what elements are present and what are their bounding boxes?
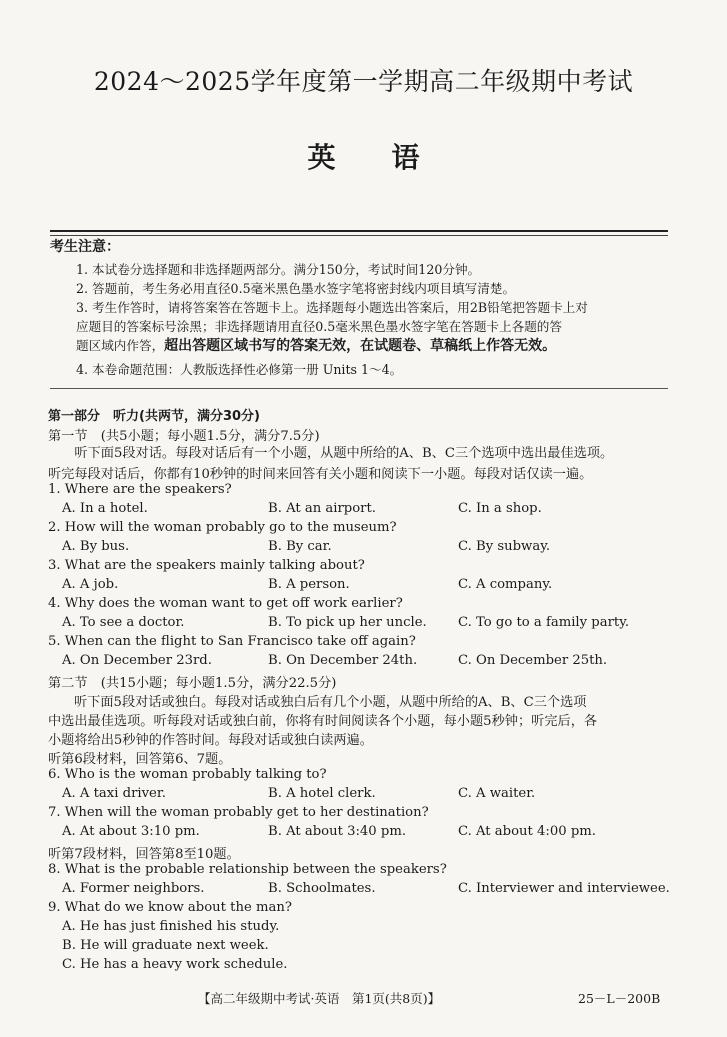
notice-item-1: 1. 本试卷分选择题和非选择题两部分。满分150分，考试时间120分钟。 — [76, 262, 481, 277]
q7-option-a[interactable]: A. At about 3:10 pm. — [62, 824, 200, 839]
q4-option-c[interactable]: C. To go to a family party. — [458, 615, 630, 630]
notice-item-3-line3 — [76, 336, 676, 356]
notice-item-2: 2. 答题前，考生务必用直径0.5毫米黑色墨水签字笔将密封线内项目填写清楚。 — [76, 281, 516, 296]
q8-option-b[interactable]: B. Schoolmates. — [268, 881, 376, 896]
q4-option-b[interactable]: B. To pick up her uncle. — [268, 615, 427, 630]
q8-option-c[interactable]: C. Interviewer and interviewee. — [458, 881, 670, 896]
question-1: 1. Where are the speakers? — [48, 482, 232, 497]
notice-warning-bold: 超出答题区域书写的答案无效，在试题卷、草稿纸上作答无效。 — [164, 338, 557, 354]
q6-option-a[interactable]: A. A taxi driver. — [62, 786, 166, 801]
section1-instruction — [48, 444, 668, 463]
q7-option-c[interactable]: C. At about 4:00 pm. — [458, 824, 596, 839]
question-3: 3. What are the speakers mainly talking about? — [48, 558, 365, 573]
question-2: 2. How will the woman probably go to the museum? — [48, 520, 397, 535]
notice-item-4: 4. 本卷命题范围：人教版选择性必修第一册 Units 1～4。 — [76, 362, 403, 377]
page-footer: 【高二年级期中考试·英语 第1页(共8页)】 — [198, 991, 441, 1006]
material-7-instruction: 听第7段材料，回答第8至10题。 — [48, 847, 240, 862]
q2-option-a[interactable]: A. By bus. — [62, 539, 130, 554]
q9-option-b[interactable]: B. He will graduate next week. — [62, 938, 269, 953]
section2-heading: 第二节 (共15小题；每小题1.5分，满分22.5分) — [48, 676, 337, 691]
q5-option-a[interactable]: A. On December 23rd. — [62, 653, 212, 668]
q1-option-c[interactable]: C. In a shop. — [458, 501, 542, 516]
notice-heading: 考生注意： — [50, 239, 120, 255]
question-7: 7. When will the woman probably get to her destination? — [48, 805, 429, 820]
question-9: 9. What do we know about the man? — [48, 900, 292, 915]
q3-option-a[interactable]: A. A job. — [62, 577, 119, 592]
q1-option-a[interactable]: A. In a hotel. — [62, 501, 148, 516]
q5-option-b[interactable]: B. On December 24th. — [268, 653, 418, 668]
notice-item-3-plain: 题区域内作答， — [76, 338, 165, 353]
divider-thick — [50, 230, 668, 232]
q2-option-c[interactable]: C. By subway. — [458, 539, 551, 554]
material-6-instruction: 听第6段材料，回答第6、7题。 — [48, 752, 232, 767]
q3-option-b[interactable]: B. A person. — [268, 577, 350, 592]
section2-instruction-line3: 小题将给出5秒钟的作答时间。每段对话或独白读两遍。 — [48, 733, 373, 748]
question-4: 4. Why does the woman want to get off work earlier? — [48, 596, 403, 611]
q3-option-c[interactable]: C. A company. — [458, 577, 553, 592]
section2-instruction-line1: 听下面5段对话或独白。每段对话或独白后有几个小题，从题中所给的A、B、C三个选项 — [74, 695, 587, 710]
q2-option-b[interactable]: B. By car. — [268, 539, 332, 554]
q6-option-c[interactable]: C. A waiter. — [458, 786, 536, 801]
exam-title: 2024～2025学年度第一学期高二年级期中考试 — [93, 67, 634, 96]
divider-thin — [50, 235, 668, 236]
section1-heading: 第一节 (共5小题；每小题1.5分，满分7.5分) — [48, 429, 320, 444]
section1-instruction-line1: 听下面5段对话。每段对话后有一个小题，从题中所给的A、B、C三个选项中选出最佳选项。 — [74, 446, 614, 461]
q6-option-b[interactable]: B. A hotel clerk. — [268, 786, 376, 801]
q8-option-a[interactable]: A. Former neighbors. — [62, 881, 205, 896]
section2-instruction-line2: 中选出最佳选项。听每段对话或独白前，你将有时间阅读各个小题，每小题5秒钟；听完后，各 — [48, 714, 598, 729]
question-8: 8. What is the probable relationship between the speakers? — [48, 862, 447, 877]
notice-item-3 — [76, 298, 676, 356]
q1-option-b[interactable]: B. At an airport. — [268, 501, 376, 516]
part1-heading: 第一部分 听力(共两节，满分30分) — [48, 409, 260, 424]
subject-title: 英语 — [307, 141, 476, 174]
q7-option-b[interactable]: B. At about 3:40 pm. — [268, 824, 407, 839]
q9-option-a[interactable]: A. He has just finished his study. — [62, 919, 280, 934]
q5-option-c[interactable]: C. On December 25th. — [458, 653, 608, 668]
divider-notice-bottom — [50, 388, 668, 389]
notice-item-3-line2: 应题目的答案标号涂黑；非选择题请用直径0.5毫米黑色墨水签字笔在答题卡上各题的答 — [76, 319, 562, 334]
exam-code: 25－L－200B — [578, 991, 661, 1006]
question-5: 5. When can the flight to San Francisco take off again? — [48, 634, 416, 649]
q9-option-c[interactable]: C. He has a heavy work schedule. — [62, 957, 288, 972]
notice-item-3-line1: 3. 考生作答时，请将答案答在答题卡上。选择题每小题选出答案后，用2B铅笔把答题卡上对 — [76, 300, 588, 315]
section1-instruction-line2: 听完每段对话后，你都有10秒钟的时间来回答有关小题和阅读下一小题。每段对话仅读一遍。 — [48, 467, 593, 482]
q4-option-a[interactable]: A. To see a doctor. — [62, 615, 185, 630]
question-6: 6. Who is the woman probably talking to? — [48, 767, 327, 782]
